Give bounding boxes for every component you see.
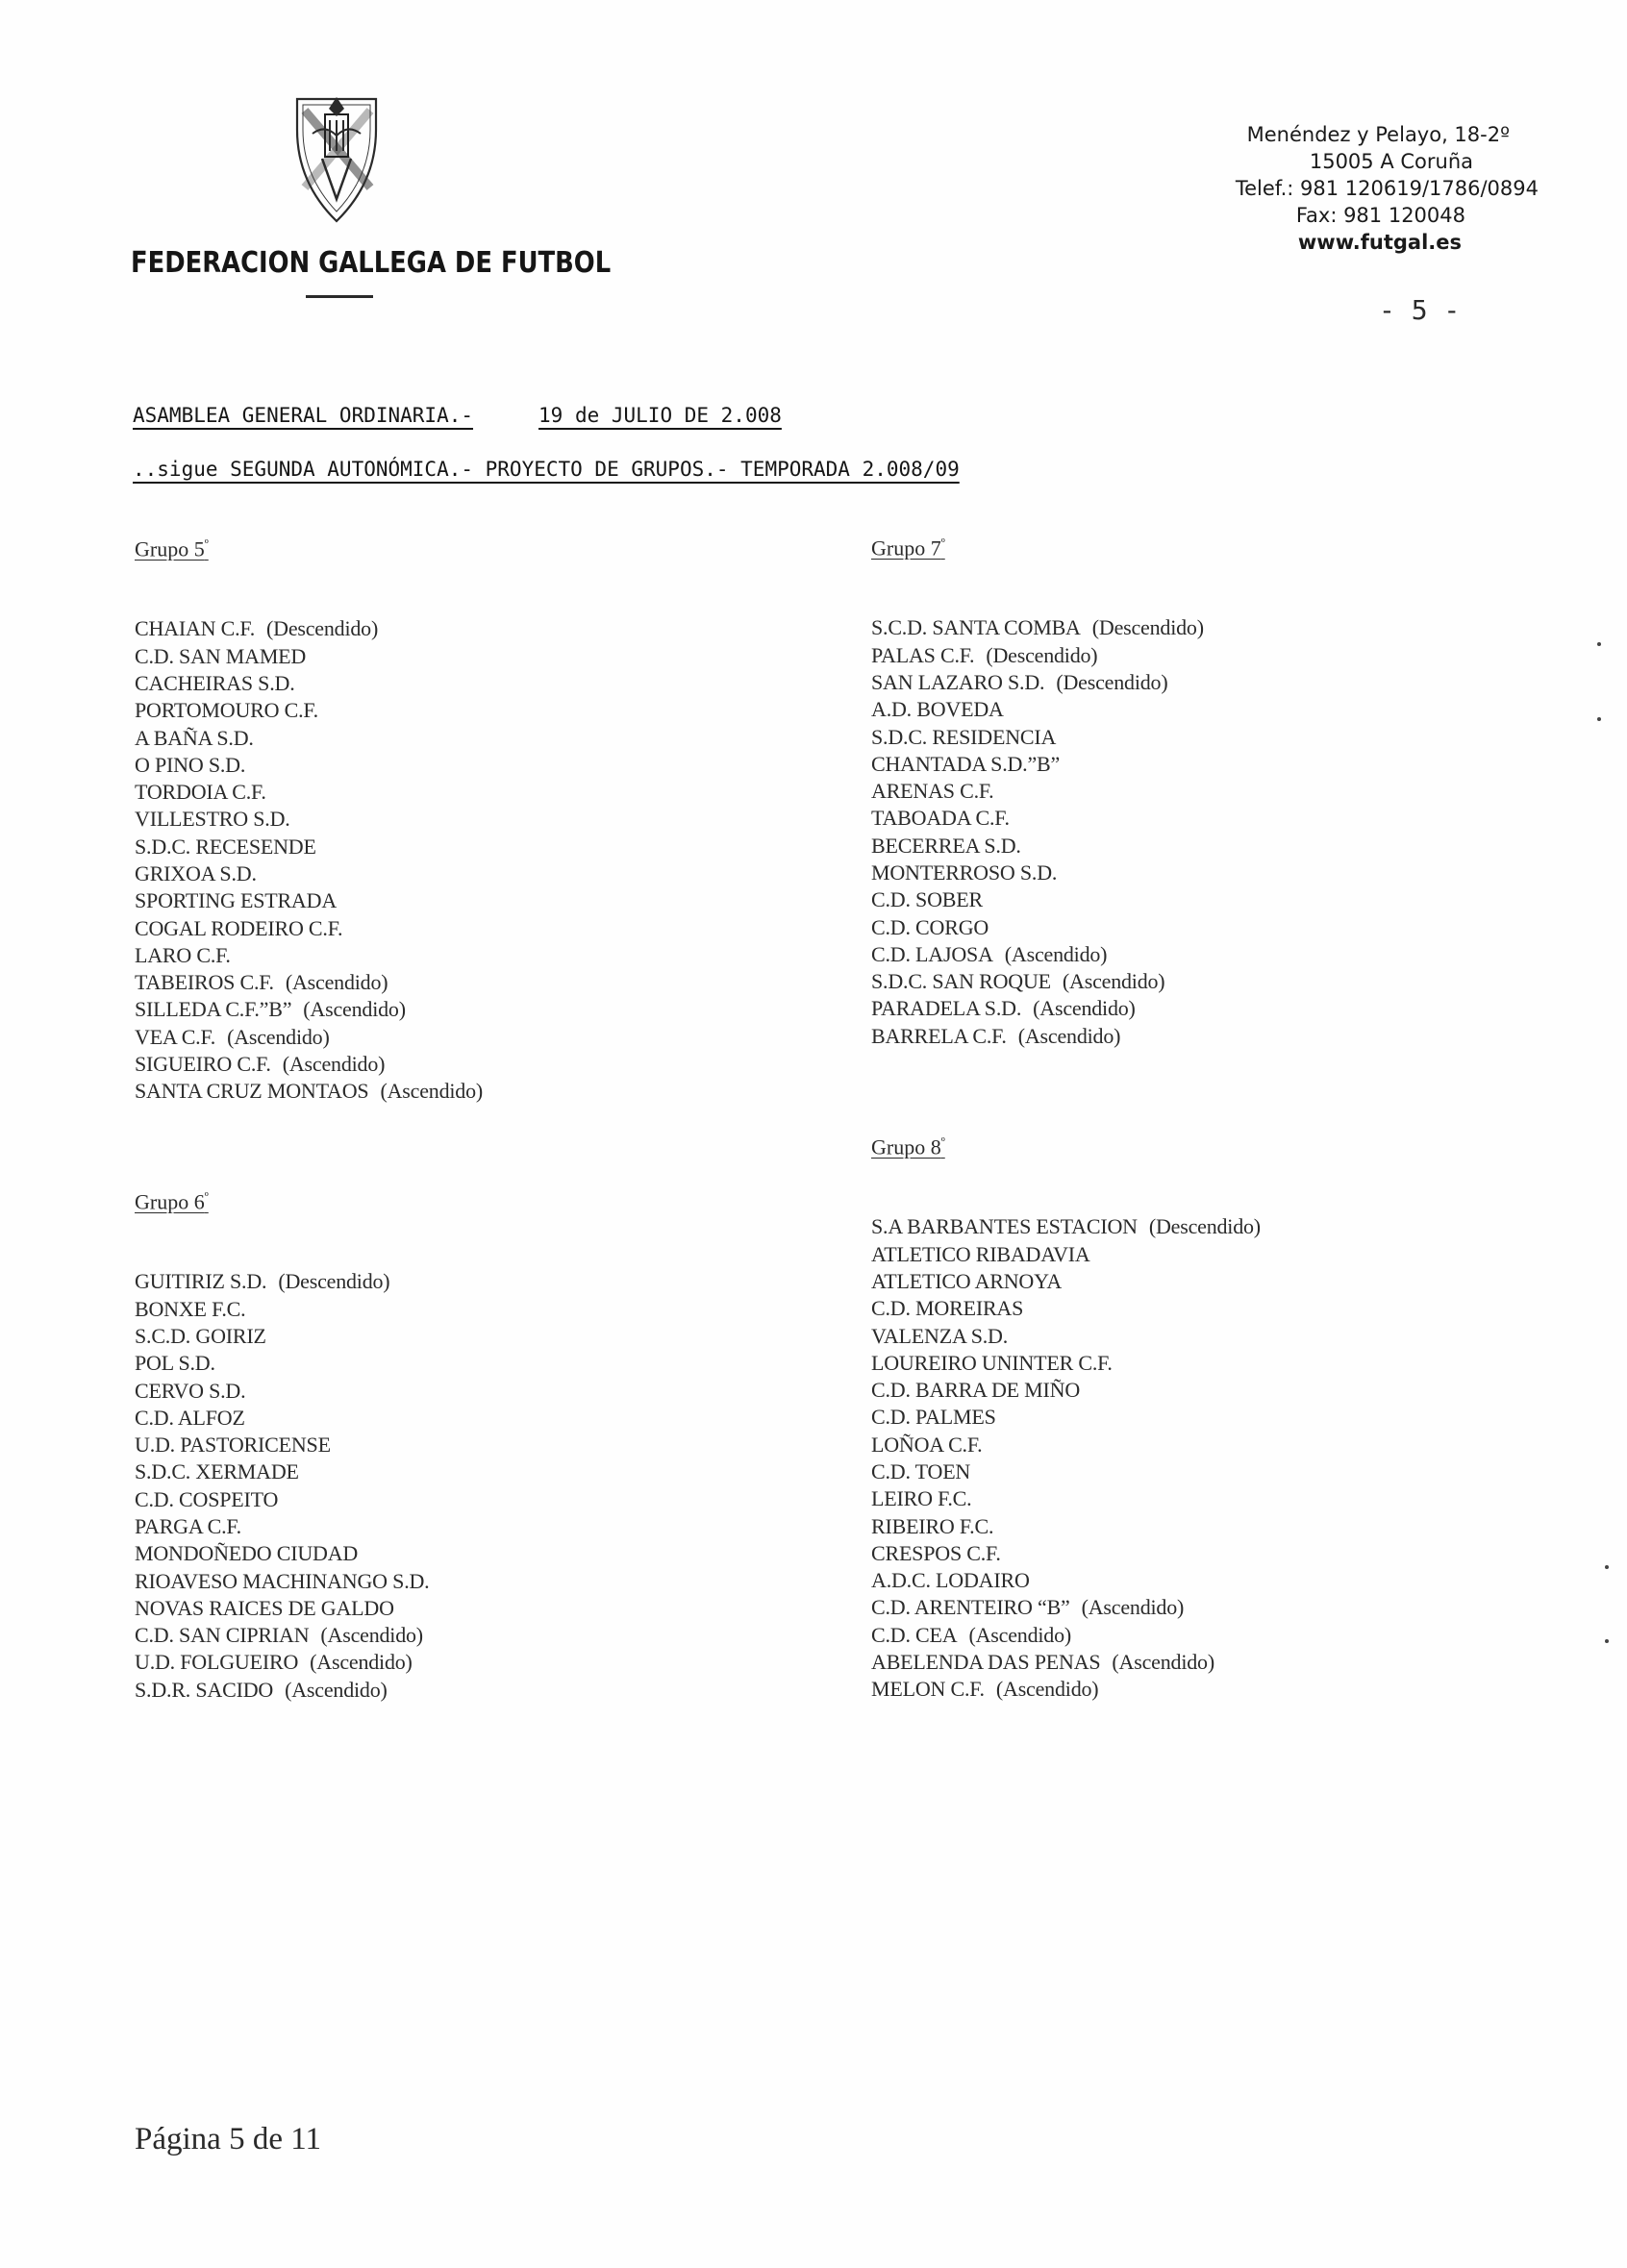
team-status-note: (Ascendido) [282,1052,386,1077]
team-row [871,778,1204,805]
team-name: NOVAS RAICES DE GALDO [135,1595,394,1620]
team-name: S.D.C. SAN ROQUE [871,969,1051,994]
team-name: C.D. MOREIRAS [871,1296,1024,1321]
team-name: SIGUEIRO C.F. [135,1052,271,1077]
group-title: Grupo $7^º$ [871,536,945,561]
team-status-note: (Ascendido) [1017,1023,1121,1048]
team-name: C.D. COSPEITO [135,1486,279,1511]
team-name: MELON C.F. [871,1677,985,1702]
team-row [871,1213,1261,1240]
team-row [871,1023,1204,1050]
federation-address [1192,121,1539,256]
page-footer: Página 5 de 11 [135,2122,321,2156]
team-list [135,615,483,1105]
team-name: CRESPOS C.F. [871,1540,1001,1565]
group-6 [135,1189,430,1704]
federation-name: FEDERACION GALLEGA DE FUTBOL [131,246,612,280]
team-row [871,886,1204,913]
team-row [135,1323,430,1350]
team-row [135,1378,430,1405]
group-5 [135,536,483,1106]
team-status-note: (Ascendido) [1081,1595,1185,1620]
address-website: www.futgal.es [1297,231,1462,254]
team-status-note: (Ascendido) [227,1024,330,1049]
team-list [135,1268,430,1704]
team-row [135,1595,430,1622]
team-name: S.C.D. GOIRIZ [135,1323,266,1348]
team-row [871,941,1204,968]
team-name: S.D.C. RECESENDE [135,834,316,859]
group-title: Grupo $5^º$ [135,536,209,561]
team-status-note: (Descendido) [986,642,1098,667]
team-name: C.D. ARENTEIRO “B” [871,1595,1070,1620]
team-row [871,696,1204,723]
team-name: VEA C.F. [135,1024,216,1049]
team-status-note: (Ascendido) [1033,996,1136,1021]
team-row [871,1513,1261,1540]
assembly-name: ASAMBLEA GENERAL ORDINARIA.- [133,404,474,427]
team-name: SANTA CRUZ MONTAOS [135,1079,369,1104]
team-name: C.D. PALMES [871,1405,996,1430]
team-name: C.D. SAN CIPRIAN [135,1623,310,1648]
team-name: VILLESTRO S.D. [135,807,290,832]
team-list [871,614,1204,1050]
team-name: SAN LAZARO S.D. [871,669,1045,694]
address-city: 15005 A Coruña [1309,150,1473,173]
team-name: O PINO S.D. [135,752,246,777]
team-name: A.D.C. LODAIRO [871,1568,1030,1593]
team-name: RIOAVESO MACHINANGO S.D. [135,1568,430,1593]
team-row [871,1323,1261,1350]
team-row [135,1432,430,1458]
team-row [135,969,483,996]
team-name: LOUREIRO UNINTER C.F. [871,1350,1113,1375]
team-name: BONXE F.C. [135,1296,246,1321]
team-status-note: (Ascendido) [1062,969,1165,994]
team-name: C.D. CORGO [871,914,989,939]
team-status-note: (Ascendido) [285,970,388,995]
team-row [871,1268,1261,1295]
team-name: CACHEIRAS S.D. [135,670,295,695]
team-name: A.D. BOVEDA [871,697,1004,722]
team-name: TORDOIA C.F. [135,780,266,805]
team-row [871,805,1204,832]
team-row [135,1350,430,1377]
team-name: PARGA C.F. [135,1514,241,1538]
team-status-note: (Descendido) [278,1269,390,1294]
team-row [135,725,483,752]
group-7 [871,536,1204,1050]
team-row [135,1458,430,1485]
team-row [135,670,483,697]
assembly-title [133,404,782,427]
team-name: C.D. SOBER [871,887,983,912]
team-name: VALENZA S.D. [871,1323,1009,1348]
group-title: Grupo $6^º$ [135,1189,209,1214]
team-row [135,806,483,833]
team-name: S.D.R. SACIDO [135,1677,274,1702]
team-row [135,779,483,806]
team-name: MONDOÑEDO CIUDAD [135,1541,359,1566]
team-row [871,1485,1261,1512]
team-status-note: (Ascendido) [320,1623,423,1648]
team-name: S.D.C. RESIDENCIA [871,724,1057,749]
team-row [871,968,1204,995]
scan-speck [1605,1639,1609,1643]
team-name: PALAS C.F. [871,642,975,667]
team-name: C.D. ALFOZ [135,1405,245,1430]
team-name: BARRELA C.F. [871,1023,1007,1048]
project-title [133,458,960,481]
team-name: ATLETICO ARNOYA [871,1268,1063,1293]
federation-underline [306,295,373,298]
team-name: C.D. CEA [871,1622,958,1647]
scan-speck [1605,1565,1609,1569]
team-name: CERVO S.D. [135,1378,246,1403]
team-row [871,1295,1261,1322]
team-name: LEIRO F.C. [871,1486,972,1511]
team-row [135,1486,430,1513]
team-name: BECERREA S.D. [871,833,1021,858]
team-name: LOÑOA C.F. [871,1432,983,1457]
team-row [871,751,1204,778]
team-name: SILLEDA C.F.”B” [135,997,292,1022]
team-row [871,914,1204,941]
team-name: C.D. LAJOSA [871,941,993,966]
team-row [135,1677,430,1704]
team-row [135,1649,430,1676]
team-row [135,1540,430,1567]
team-row [871,1622,1261,1649]
team-name: POL S.D. [135,1351,215,1376]
team-status-note: (Descendido) [1148,1214,1261,1239]
team-row [135,942,483,969]
team-name: C.D. TOEN [871,1459,971,1483]
team-row [135,697,483,724]
address-street: Menéndez y Pelayo, 18-2º [1246,123,1510,146]
team-list [871,1213,1261,1703]
team-name: ATLETICO RIBADAVIA [871,1241,1090,1266]
team-name: S.D.C. XERMADE [135,1459,299,1484]
team-status-note: (Ascendido) [285,1677,388,1702]
team-row [135,643,483,670]
team-name: LARO C.F. [135,942,231,967]
team-name: U.D. FOLGUEIRO [135,1650,299,1675]
team-name: S.A BARBANTES ESTACION [871,1214,1138,1239]
team-row [871,1241,1261,1268]
team-name: ABELENDA DAS PENAS [871,1650,1101,1675]
address-fax: Fax: 981 120048 [1295,204,1465,227]
team-name: GRIXOA S.D. [135,861,257,885]
team-status-note: (Ascendido) [1004,941,1108,966]
scan-speck [1597,642,1601,646]
team-row [871,1676,1261,1703]
team-row [135,1568,430,1595]
team-row [135,1622,430,1649]
scan-speck [1597,717,1601,721]
team-row [871,642,1204,669]
team-name: SPORTING ESTRADA [135,888,338,913]
team-status-note: (Descendido) [266,616,379,641]
team-row [135,1024,483,1051]
team-row [871,1404,1261,1431]
team-row [871,669,1204,696]
team-row [871,833,1204,860]
page-marker: - 5 - [1379,294,1461,326]
team-row [871,1649,1261,1676]
team-row [135,1405,430,1432]
team-status-note: (Ascendido) [995,1677,1099,1702]
team-row [871,1432,1261,1458]
group-8 [871,1134,1261,1704]
team-name: CHANTADA S.D.”B” [871,751,1061,776]
team-status-note: (Descendido) [1056,669,1168,694]
team-row [135,1051,483,1078]
team-name: TABEIROS C.F. [135,970,274,995]
team-name: GUITIRIZ S.D. [135,1269,267,1294]
team-name: PARADELA S.D. [871,996,1022,1021]
team-row [871,1540,1261,1567]
team-row [135,1513,430,1540]
team-row [871,995,1204,1022]
team-row [871,724,1204,751]
team-status-note: (Ascendido) [1112,1650,1214,1675]
team-row [871,860,1204,886]
team-status-note: (Descendido) [1091,615,1204,640]
team-name: COGAL RODEIRO C.F. [135,915,343,940]
team-row [135,834,483,860]
team-row [135,1268,430,1295]
assembly-date: 19 de JULIO DE 2.008 [538,404,782,427]
project-heading: ..sigue SEGUNDA AUTONÓMICA.- PROYECTO DE GRUPOS.- TEMPORADA 2.008/09 [133,458,960,481]
team-name: PORTOMOURO C.F. [135,698,318,723]
team-row [871,1458,1261,1485]
team-status-note: (Ascendido) [310,1650,413,1675]
team-row [135,752,483,779]
team-name: ARENAS C.F. [871,779,994,804]
team-row [871,1594,1261,1621]
team-row [135,615,483,642]
team-name: CHAIAN C.F. [135,616,255,641]
team-row [871,1567,1261,1594]
team-row [871,1350,1261,1377]
team-row [871,614,1204,641]
address-phone: Telef.: 981 120619/1786/0894 [1235,177,1539,200]
team-row [135,1296,430,1323]
federation-crest-logo [293,91,380,226]
team-name: MONTERROSO S.D. [871,860,1058,885]
team-row [135,887,483,914]
team-status-note: (Ascendido) [380,1079,484,1104]
team-status-note: (Ascendido) [303,997,406,1022]
team-row [135,1078,483,1105]
team-name: C.D. BARRA DE MIÑO [871,1378,1081,1403]
team-name: A BAÑA S.D. [135,725,254,750]
group-title: Grupo $8^º$ [871,1134,945,1159]
team-name: S.C.D. SANTA COMBA [871,615,1081,640]
team-row [871,1377,1261,1404]
team-name: U.D. PASTORICENSE [135,1433,331,1458]
team-status-note: (Ascendido) [968,1622,1072,1647]
team-name: C.D. SAN MAMED [135,643,307,668]
team-row [135,860,483,887]
team-name: RIBEIRO F.C. [871,1513,994,1538]
team-row [135,915,483,942]
team-row [135,996,483,1023]
team-name: TABOADA C.F. [871,806,1010,831]
